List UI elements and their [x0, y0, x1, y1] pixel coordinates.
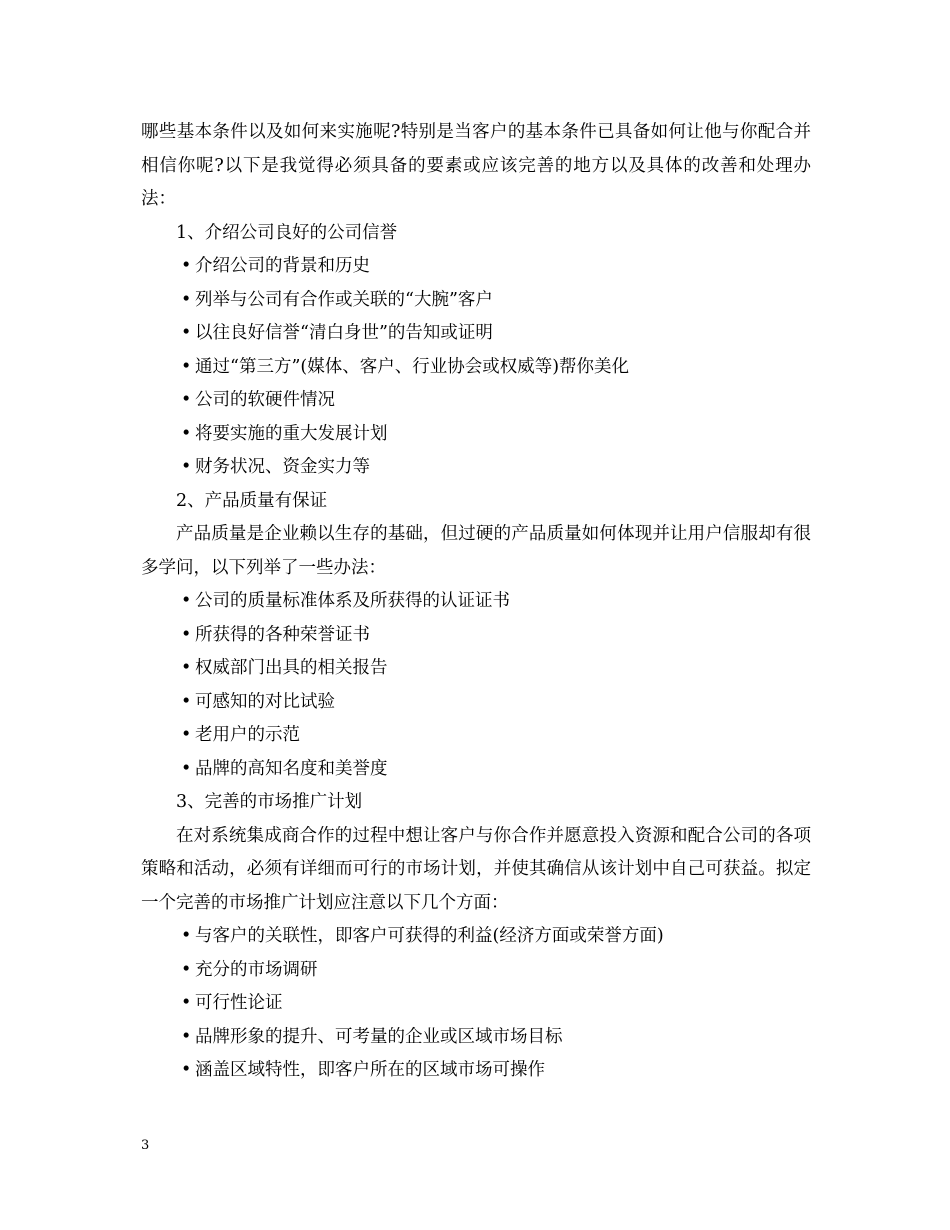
- bullet-icon: •: [181, 1060, 192, 1080]
- bullet-icon: •: [181, 926, 192, 946]
- list-item-text: 介绍公司的背景和历史: [195, 256, 370, 276]
- list-item-text: 财务状况、资金实力等: [195, 457, 370, 477]
- list-item: [141, 987, 811, 1021]
- list-item: [141, 384, 811, 418]
- bullet-icon: •: [181, 624, 192, 645]
- bullet-icon: •: [181, 323, 192, 343]
- bullet-icon: •: [181, 758, 192, 779]
- list-item: [141, 1054, 811, 1088]
- bullet-icon: •: [181, 356, 192, 377]
- bullet-icon: •: [181, 256, 192, 276]
- list-item: [141, 284, 811, 318]
- list-item-text: 品牌形象的提升、可考量的企业或区域市场目标: [195, 1026, 563, 1047]
- list-item-text: 公司的质量标准体系及所获得的认证证书: [195, 591, 510, 611]
- intro-paragraph: 哪些基本条件以及如何来实施呢?特别是当客户的基本条件已具备如何让他与你配合并相信你呢?以下是我觉得必须具备的要素或应该完善的地方以及具体的改善和处理办法：: [141, 122, 811, 209]
- list-item-text: 通过“第三方”(媒体、客户、行业协会或权威等)帮你美化: [195, 356, 630, 377]
- bullet-icon: •: [181, 959, 192, 980]
- list-item: [141, 719, 811, 753]
- list-item-text: 充分的市场调研: [195, 959, 318, 980]
- section-3-list: [141, 920, 811, 1088]
- list-item: [141, 451, 811, 485]
- bullet-icon: •: [181, 993, 192, 1013]
- bullet-icon: •: [181, 457, 192, 477]
- list-item-text: 可行性论证: [195, 993, 283, 1013]
- bullet-icon: •: [181, 725, 192, 745]
- list-item: [141, 954, 811, 988]
- list-item: [141, 351, 811, 385]
- bullet-icon: •: [181, 390, 192, 410]
- list-item-text: 涵盖区域特性，即客户所在的区域市场可操作: [195, 1060, 545, 1080]
- list-item-text: 老用户的示范: [195, 725, 300, 745]
- bullet-icon: •: [181, 1026, 192, 1047]
- list-item: [141, 418, 811, 452]
- section-heading-2: 2、产品质量有保证: [176, 490, 328, 511]
- list-item: [141, 317, 811, 351]
- bullet-icon: •: [181, 423, 192, 444]
- list-item: [141, 686, 811, 720]
- section-3-paragraph: 在对系统集成商合作的过程中想让客户与你合作并愿意投入资源和配合公司的各项策略和活动，必须有详细而可行的市场计划，并使其确信从该计划中自己可获益。拟定一个完善的市场推广计划应注意以下几个方面：: [141, 825, 811, 913]
- list-item-text: 公司的软硬件情况: [195, 390, 335, 410]
- list-item: [141, 619, 811, 653]
- page-number: 3: [141, 1138, 150, 1153]
- list-item: [141, 920, 811, 954]
- list-item: [141, 753, 811, 787]
- section-1-list: [141, 250, 811, 485]
- bullet-icon: •: [181, 289, 192, 310]
- list-item: [141, 250, 811, 284]
- section-heading-1: 1、介绍公司良好的公司信誉: [176, 222, 398, 243]
- bullet-icon: •: [181, 691, 192, 712]
- list-item: [141, 1021, 811, 1055]
- bullet-icon: •: [181, 658, 192, 678]
- bullet-icon: •: [181, 591, 192, 611]
- section-2-list: [141, 585, 811, 786]
- section-2-paragraph: 产品质量是企业赖以生存的基础，但过硬的产品质量如何体现并让用户信服却有很多学问，以下列举了一些办法：: [141, 524, 811, 578]
- list-item-text: 列举与公司有合作或关联的“大腕”客户: [195, 289, 493, 310]
- list-item-text: 所获得的各种荣誉证书: [195, 624, 370, 645]
- list-item-text: 可感知的对比试验: [195, 691, 335, 712]
- section-heading-3: 3、完善的市场推广计划: [176, 792, 363, 812]
- list-item: [141, 652, 811, 686]
- list-item-text: 以往良好信誉“清白身世”的告知或证明: [195, 323, 493, 343]
- list-item-text: 将要实施的重大发展计划: [195, 423, 388, 444]
- list-item-text: 品牌的高知名度和美誉度: [195, 758, 388, 779]
- list-item-text: 与客户的关联性，即客户可获得的利益(经济方面或荣誉方面): [195, 926, 664, 946]
- document-body: [141, 116, 811, 1088]
- list-item-text: 权威部门出具的相关报告: [195, 658, 388, 678]
- list-item: [141, 585, 811, 619]
